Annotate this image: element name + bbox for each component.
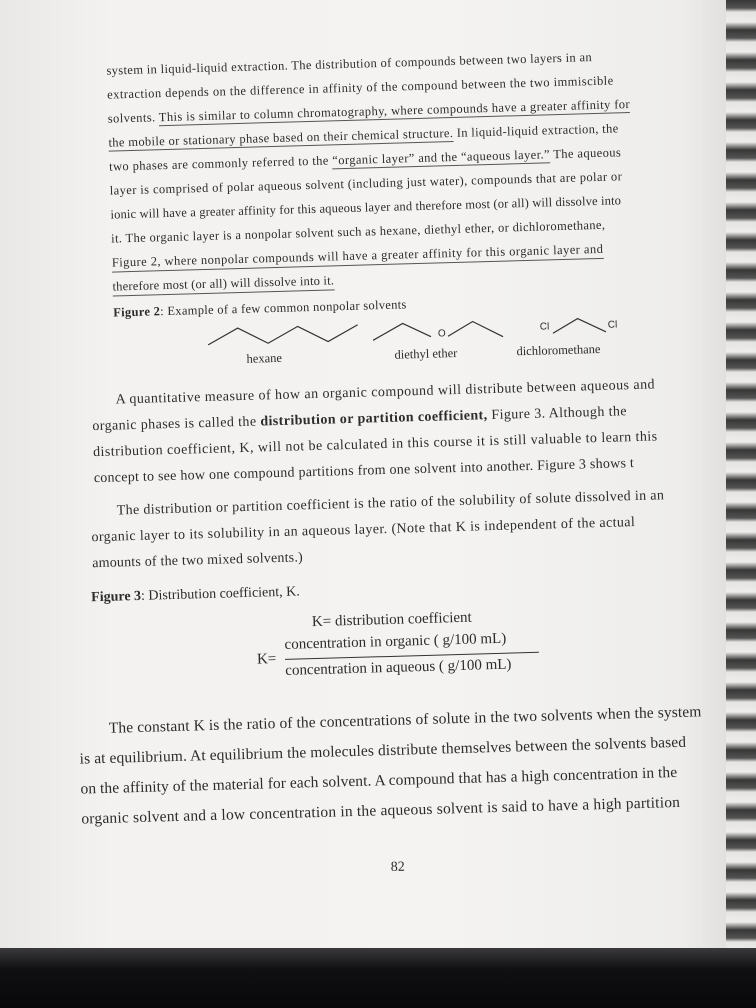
dichloromethane-structure [553,318,606,333]
diethyl-ether-right-chain [448,321,503,339]
p1-liquid-extraction: In liquid-liquid extraction, the [456,121,619,140]
p2-line-3: distribution coefficient, K, will not be calculated in this course it is still valuable to learn this [92,429,658,461]
figure3-caption [91,584,300,606]
figure2-label: Figure 2 [113,304,161,320]
p4-line-2: is at equilibrium. At equilibrium the molecules distribute themselves between the solvents based [79,733,687,768]
p4-line-3: on the affinity of the material for each solvent. A compound that has a high concentration in the [80,763,678,798]
figure3-label: Figure 3 [90,588,142,606]
hexane-structure [208,325,358,345]
p2-line2-start: organic phases is called the [92,414,261,435]
p1-underlined-sentence-a: This is similar to column chromatography, where compounds have a greater affinity for [158,97,631,125]
p3-line-2: organic layer to its solubility in an aqueous layer. (Note that K is independent of the actual [91,515,636,546]
diethyl-ether-label: diethyl ether [394,345,458,362]
figure3-caption-text: : Distribution coefficient, K. [140,584,300,604]
p3-line-1: The distribution or partition coefficient is the ratio of the solubility of solute dissolved in an [116,488,665,519]
p4-line-4: organic solvent and a low concentration in the aqueous solvent is said to have a high partition [81,793,681,828]
p2-line2-end: Figure 3. Although the [487,404,628,424]
p1-line-2: extraction depends on the difference in affinity of the compound between the two immiscible [106,73,614,102]
chlorine-atom-1: Cl [539,321,550,333]
spiral-binding [726,0,756,948]
k-symbol: K= [256,651,277,668]
k-definition: K= distribution coefficient [311,609,472,631]
hexane-label: hexane [246,350,283,366]
term-distribution-coefficient: distribution or partition coefficient, [260,408,488,430]
p1-two-phases: two phases are commonly referred to the [108,153,333,174]
p1-line-4 [108,121,618,150]
figure2-caption-text: : Example of a few common nonpolar solvents [159,297,407,319]
diethyl-ether-left-chain [373,323,431,341]
oxygen-atom: O [437,328,446,340]
chlorine-atom-2: Cl [607,319,618,331]
p1-line-10: therefore most (or all) will dissolve into it. [112,273,334,296]
p4-line-1: The constant K is the ratio of the concentrations of solute in the two solvents when the system [108,703,702,737]
k-numerator: concentration in organic ( g/100 mL) [284,630,507,653]
p3-line-3: amounts of the two mixed solvents.) [92,550,304,572]
k-denominator: concentration in aqueous ( g/100 mL) [285,656,512,679]
table-surface [0,948,756,1008]
p1-line-5 [109,145,621,174]
p1-line-6: layer is comprised of polar aqueous solvent (including just water), compounds that are polar or [109,169,623,198]
p1-line-7: ionic will have a greater affinity for this aqueous layer and therefore most (or all) will dissolve into [110,193,622,222]
p1-line-1: system in liquid-liquid extraction. The distribution of compounds between two layers in an [106,50,593,78]
p2-line-1: A quantitative measure of how an organic compound will distribute between aqueous and [115,377,656,408]
dichloromethane-label: dichloromethane [516,341,601,359]
p2-line-4: concept to see how one compound partitions from one solvent into another. Figure 3 shows t [93,456,635,487]
p2-line-2 [92,404,627,435]
p1-solvents: solvents. [107,110,156,126]
page-number: 82 [390,859,406,876]
p1-line-3 [108,97,631,127]
p1-aqueous: The aqueous [549,145,622,162]
p1-line-8: it. The organic layer is a nonpolar solvent such as hexane, diethyl ether, or dichloromethane, [110,217,606,246]
p1-underlined-sentence-b: the mobile or stationary phase based on their chemical structure. [108,125,454,150]
p1-layers-underlined: “organic layer” and the “aqueous layer.” [332,147,551,168]
p1-line-9: Figure 2, where nonpolar compounds will have a greater affinity for this organic layer and [112,242,604,273]
